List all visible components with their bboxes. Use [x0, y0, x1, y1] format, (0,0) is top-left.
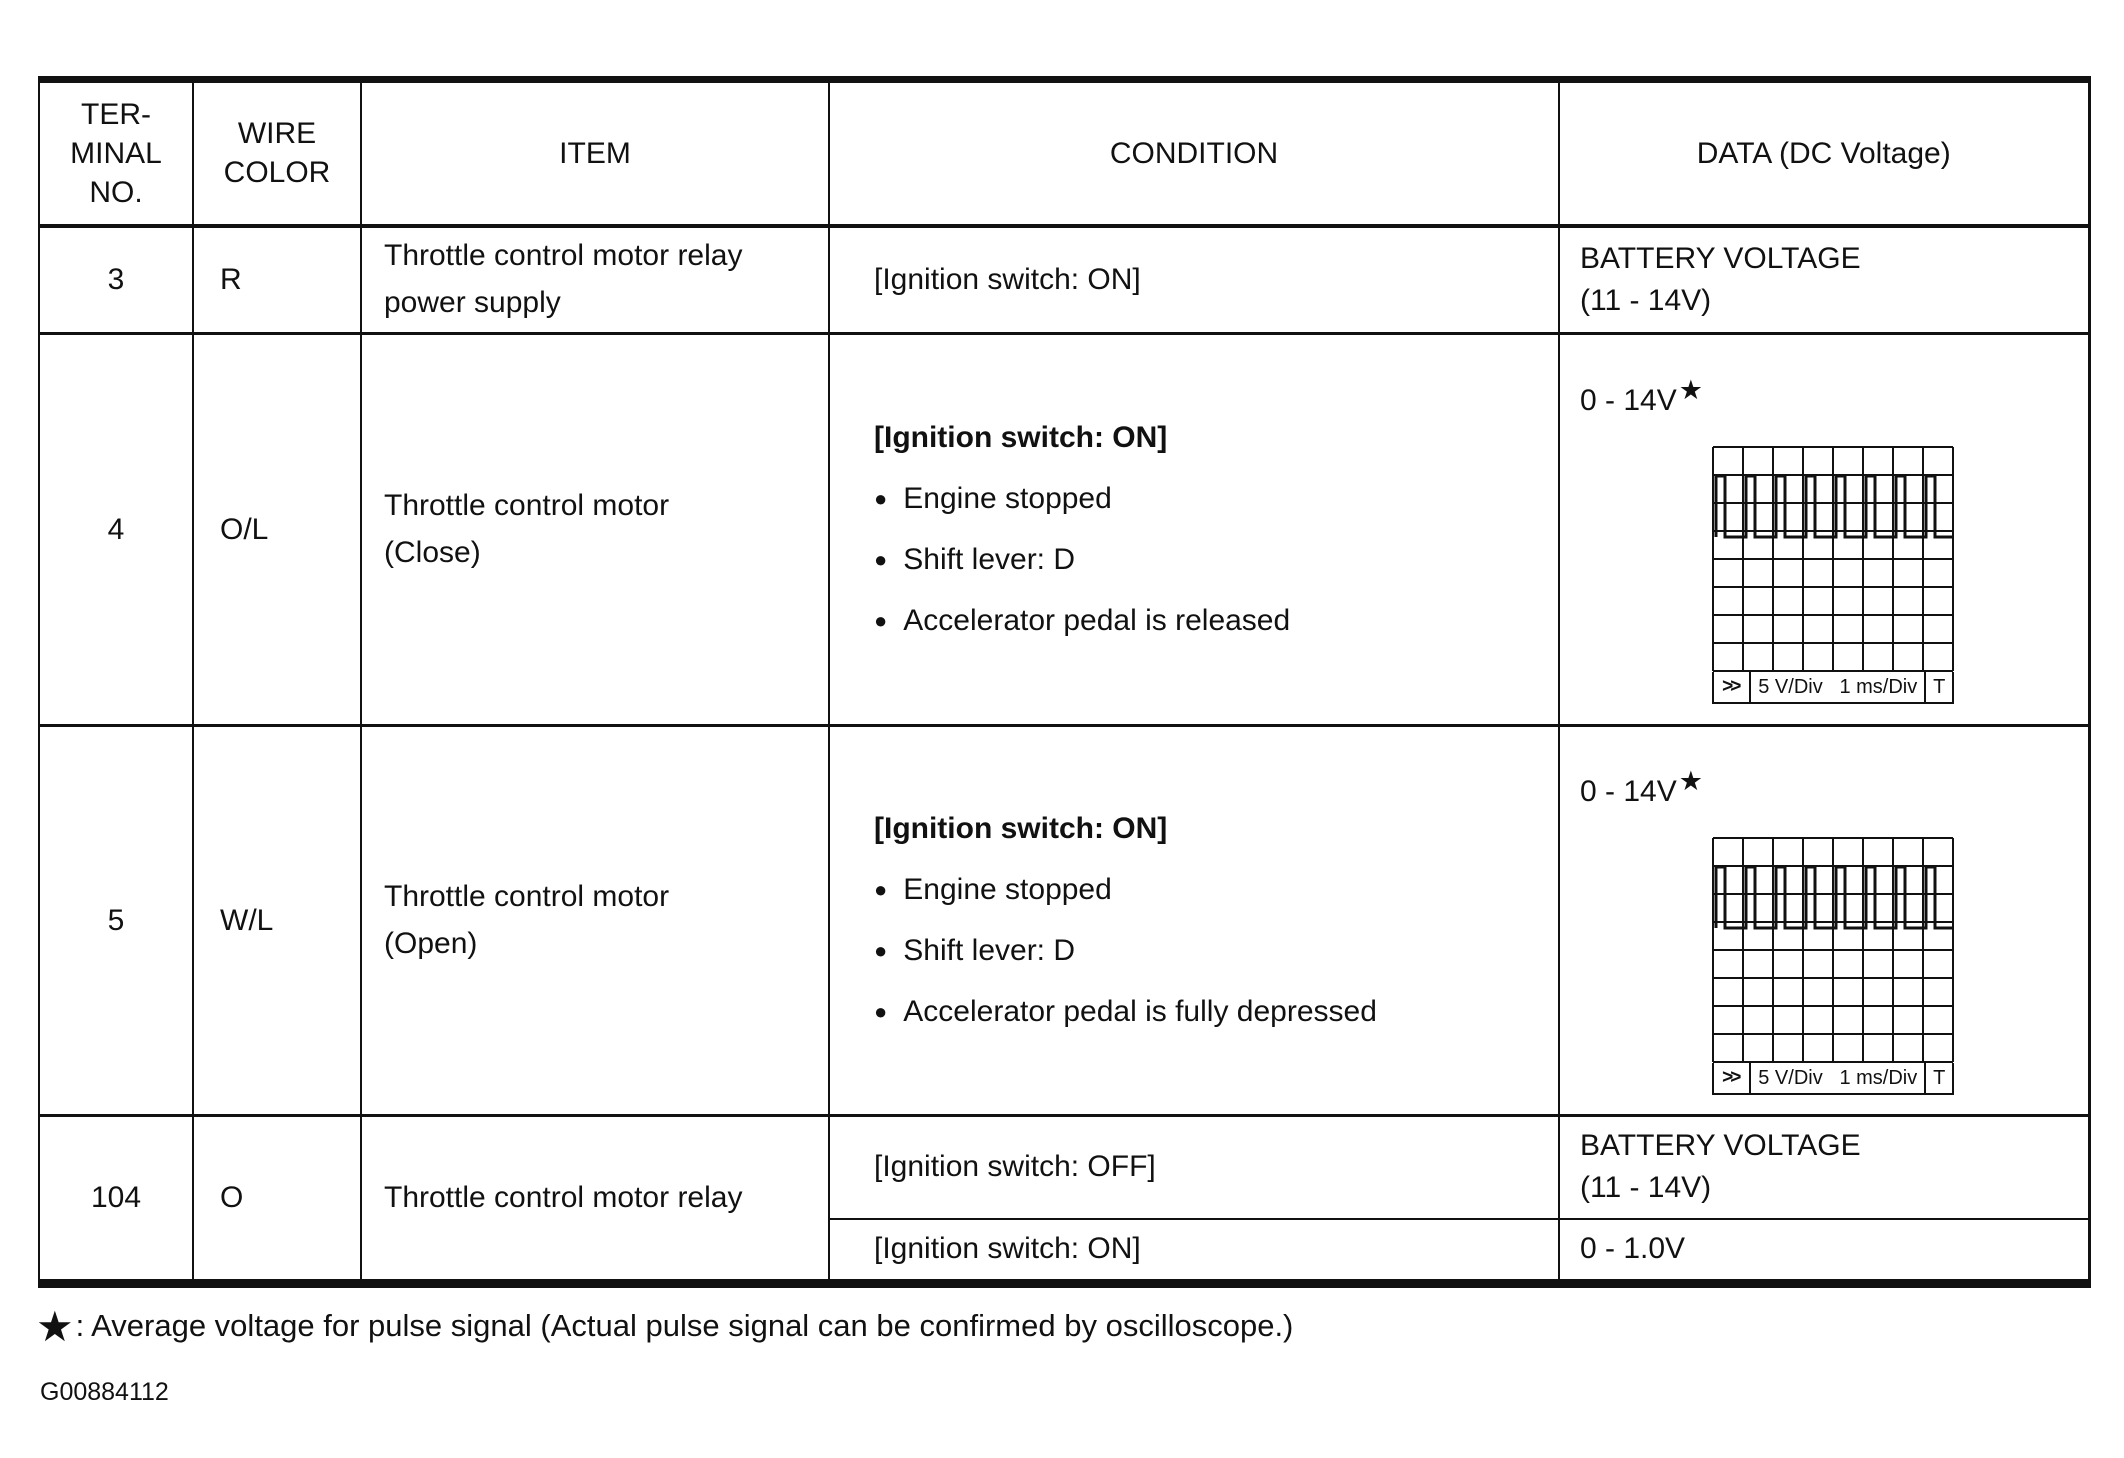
table-row-terminal-3	[39, 226, 2089, 334]
star-icon: ★	[1678, 766, 1703, 796]
table-row-terminal-104	[39, 1116, 2089, 1219]
row4-data-value	[1580, 372, 2087, 422]
row3-data	[1559, 226, 2089, 334]
bullet-icon: ●	[874, 547, 888, 572]
col-header-data: DATA (DC Voltage)	[1559, 80, 2089, 226]
row3-item-line1: Throttle control motor relay	[384, 239, 743, 273]
col-header-terminal-line2: MINAL	[70, 136, 162, 170]
row4-bullet-2: Shift lever: D	[903, 543, 1076, 576]
scope-footer-bar	[1712, 1063, 1954, 1095]
row5-bullet-1: Engine stopped	[903, 873, 1112, 906]
table-row-terminal-4	[39, 334, 2089, 726]
figure-id: G00884112	[40, 1378, 169, 1406]
condition-bullet	[874, 934, 1557, 968]
row104-data-on: 0 - 1.0V	[1559, 1219, 2089, 1284]
bullet-icon: ●	[874, 486, 888, 511]
col-header-wire-line2: COLOR	[223, 156, 331, 190]
condition-bullet	[874, 995, 1557, 1029]
scope-marker-icon: >>	[1714, 1063, 1751, 1093]
scope-time-per-div: 1 ms/Div	[1839, 676, 1918, 698]
oscilloscope-display	[1712, 446, 1954, 704]
row4-item-line1: Throttle control motor	[384, 489, 670, 522]
col-header-item: ITEM	[361, 80, 829, 226]
row4-bullet-1: Engine stopped	[903, 482, 1112, 515]
row3-item	[361, 226, 829, 334]
row4-bullet-3: Accelerator pedal is released	[903, 604, 1291, 637]
row4-data-range: 0 - 14V	[1580, 384, 1677, 417]
row3-data-line1: BATTERY VOLTAGE	[1580, 241, 1861, 275]
terminal-data-table	[38, 76, 2091, 1288]
col-header-terminal	[39, 80, 193, 226]
row104-terminal-no: 104	[39, 1116, 193, 1284]
table-header-row	[39, 80, 2089, 226]
row3-wire-color: R	[193, 226, 361, 334]
bullet-icon: ●	[874, 877, 888, 902]
row5-data-value	[1580, 763, 2087, 813]
row5-condition	[829, 726, 1559, 1116]
row4-condition	[829, 334, 1559, 726]
row3-item-line2: power supply	[384, 285, 561, 319]
row5-item-line1: Throttle control motor	[384, 880, 670, 913]
row4-terminal-no: 4	[39, 334, 193, 726]
scope-volts-per-div: 5 V/Div	[1758, 1067, 1823, 1089]
row104-data-off-line2: (11 - 14V)	[1580, 1171, 1712, 1205]
row5-bullet-3: Accelerator pedal is fully depressed	[903, 995, 1377, 1028]
scope-screen	[1712, 837, 1954, 1063]
col-header-condition: CONDITION	[829, 80, 1559, 226]
footnote	[36, 1302, 1293, 1351]
row4-wire-color: O/L	[193, 334, 361, 726]
row104-data-off	[1559, 1116, 2089, 1219]
col-header-terminal-line1: TER-	[81, 97, 151, 131]
row4-item-line2: (Close)	[384, 535, 481, 569]
row5-item	[361, 726, 829, 1116]
condition-bullet	[874, 873, 1557, 907]
col-header-wire-line1: WIRE	[237, 117, 317, 151]
scope-grid	[1713, 447, 1953, 671]
scope-trigger-label: T	[1924, 1063, 1952, 1093]
row104-condition-on: [Ignition switch: ON]	[829, 1219, 1559, 1284]
scope-volts-per-div: 5 V/Div	[1758, 676, 1823, 698]
condition-bullet	[874, 604, 1557, 638]
condition-bullet	[874, 482, 1557, 516]
bullet-icon: ●	[874, 999, 888, 1024]
row5-data	[1559, 726, 2089, 1116]
row3-terminal-no: 3	[39, 226, 193, 334]
row5-bullet-2: Shift lever: D	[903, 934, 1076, 967]
scope-marker-icon: >>	[1714, 672, 1751, 702]
row4-item	[361, 334, 829, 726]
bullet-icon: ●	[874, 608, 888, 633]
row5-terminal-no: 5	[39, 726, 193, 1116]
row4-condition-header: [Ignition switch: ON]	[874, 421, 1168, 454]
condition-bullet	[874, 543, 1557, 577]
row5-wire-color: W/L	[193, 726, 361, 1116]
oscilloscope-display	[1712, 837, 1954, 1095]
scope-grid	[1713, 838, 1953, 1062]
row104-wire-color: O	[193, 1116, 361, 1284]
row4-data	[1559, 334, 2089, 726]
star-icon: ★	[1678, 375, 1703, 405]
footnote-text: : Average voltage for pulse signal (Actual pulse signal can be confirmed by oscilloscope.)	[75, 1308, 1294, 1343]
row104-item: Throttle control motor relay	[361, 1116, 829, 1284]
row5-item-line2: (Open)	[384, 926, 478, 960]
scope-trigger-label: T	[1924, 672, 1952, 702]
row5-data-range: 0 - 14V	[1580, 775, 1677, 808]
row3-data-line2: (11 - 14V)	[1580, 283, 1712, 317]
scope-waveform	[1716, 867, 1953, 928]
row104-data-off-line1: BATTERY VOLTAGE	[1580, 1129, 1861, 1163]
bullet-icon: ●	[874, 938, 888, 963]
col-header-wire-color	[193, 80, 361, 226]
scope-time-per-div: 1 ms/Div	[1839, 1067, 1918, 1089]
row104-condition-off: [Ignition switch: OFF]	[829, 1116, 1559, 1219]
table-row-terminal-5	[39, 726, 2089, 1116]
scope-waveform	[1716, 476, 1953, 537]
col-header-terminal-line3: NO.	[89, 175, 143, 209]
footnote-star-icon: ★	[36, 1303, 74, 1350]
scope-screen	[1712, 446, 1954, 672]
scope-footer-bar	[1712, 672, 1954, 704]
row3-condition: [Ignition switch: ON]	[829, 226, 1559, 334]
row5-condition-header: [Ignition switch: ON]	[874, 812, 1168, 845]
